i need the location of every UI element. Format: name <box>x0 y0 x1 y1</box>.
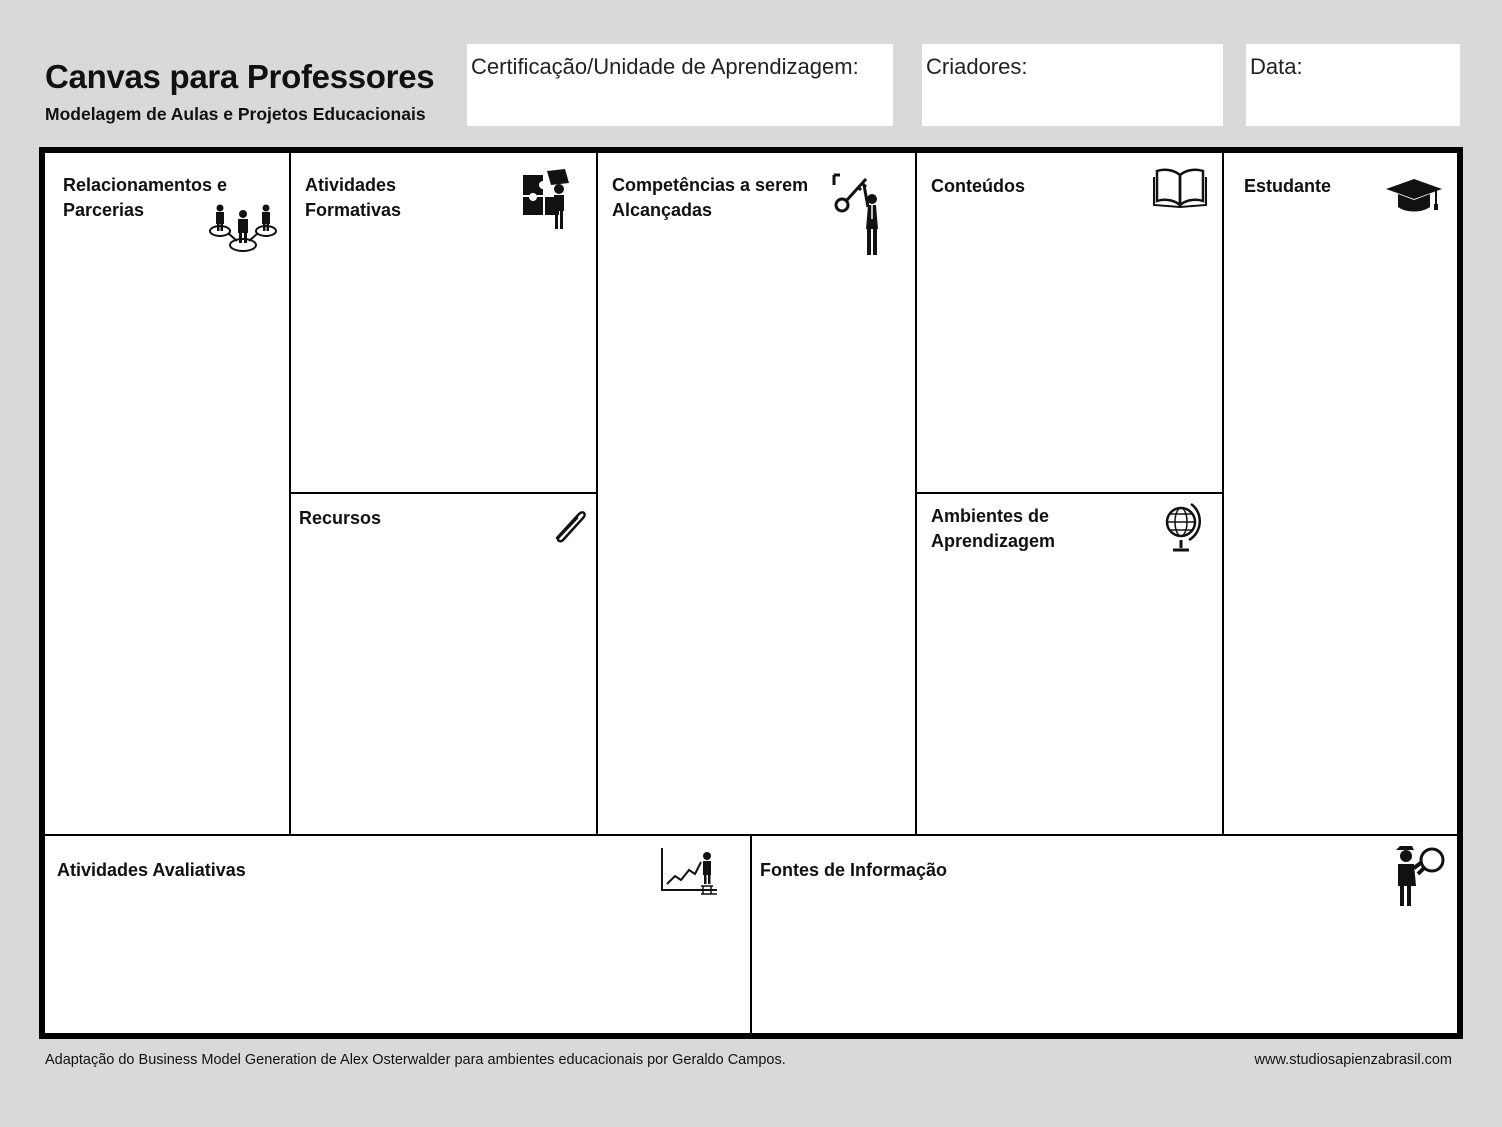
block-label: Conteúdos <box>931 176 1025 196</box>
certificacao-label: Certificação/Unidade de Aprendizagem: <box>471 54 859 79</box>
criadores-label: Criadores: <box>926 54 1028 79</box>
block-atividades-avaliativas[interactable] <box>45 836 750 1033</box>
block-label: Atividades Avaliativas <box>57 860 246 880</box>
block-competencias[interactable] <box>598 153 915 834</box>
block-atividades-formativas[interactable] <box>291 153 596 492</box>
block-label: Estudante <box>1244 176 1332 196</box>
puzzle-person-icon <box>521 169 575 233</box>
block-fontes[interactable] <box>752 836 1457 1033</box>
footer-credit: Adaptação do Business Model Generation de Alex Osterwalder para ambientes educacionais por Geraldo Campos. <box>45 1052 786 1068</box>
block-ambientes[interactable] <box>917 494 1222 834</box>
data-field[interactable] <box>1246 44 1460 126</box>
block-label: Atividades Formativas <box>305 175 402 220</box>
certificacao-field[interactable] <box>467 44 893 126</box>
people-network-icon <box>207 201 279 255</box>
footer-website[interactable]: www.studiosapienzabrasil.com <box>1254 1052 1452 1068</box>
data-label: Data: <box>1250 54 1303 79</box>
open-book-icon <box>1153 167 1207 209</box>
page-subtitle: Modelagem de Aulas e Projetos Educacionais <box>45 104 426 124</box>
block-estudante[interactable] <box>1224 153 1457 834</box>
globe-icon <box>1163 500 1205 558</box>
block-label: Competências a serem Alcançadas <box>612 175 809 220</box>
block-conteudos[interactable] <box>917 153 1222 492</box>
block-label: Ambientes de Aprendizagem <box>931 506 1056 551</box>
block-relacionamentos[interactable] <box>45 153 289 834</box>
paperclip-icon <box>547 504 589 546</box>
criadores-field[interactable] <box>922 44 1223 126</box>
block-label: Fontes de Informação <box>760 860 948 880</box>
page-title: Canvas para Professores <box>45 58 435 95</box>
magnifier-person-icon <box>1392 842 1448 908</box>
growth-chart-icon <box>659 846 721 896</box>
key-person-icon <box>832 171 892 257</box>
graduation-cap-icon <box>1384 177 1444 217</box>
block-label: Recursos <box>299 508 382 528</box>
block-recursos[interactable] <box>291 494 596 834</box>
canvas-board <box>39 147 1463 1039</box>
block-label: Relacionamentos e Parcerias <box>63 175 228 220</box>
